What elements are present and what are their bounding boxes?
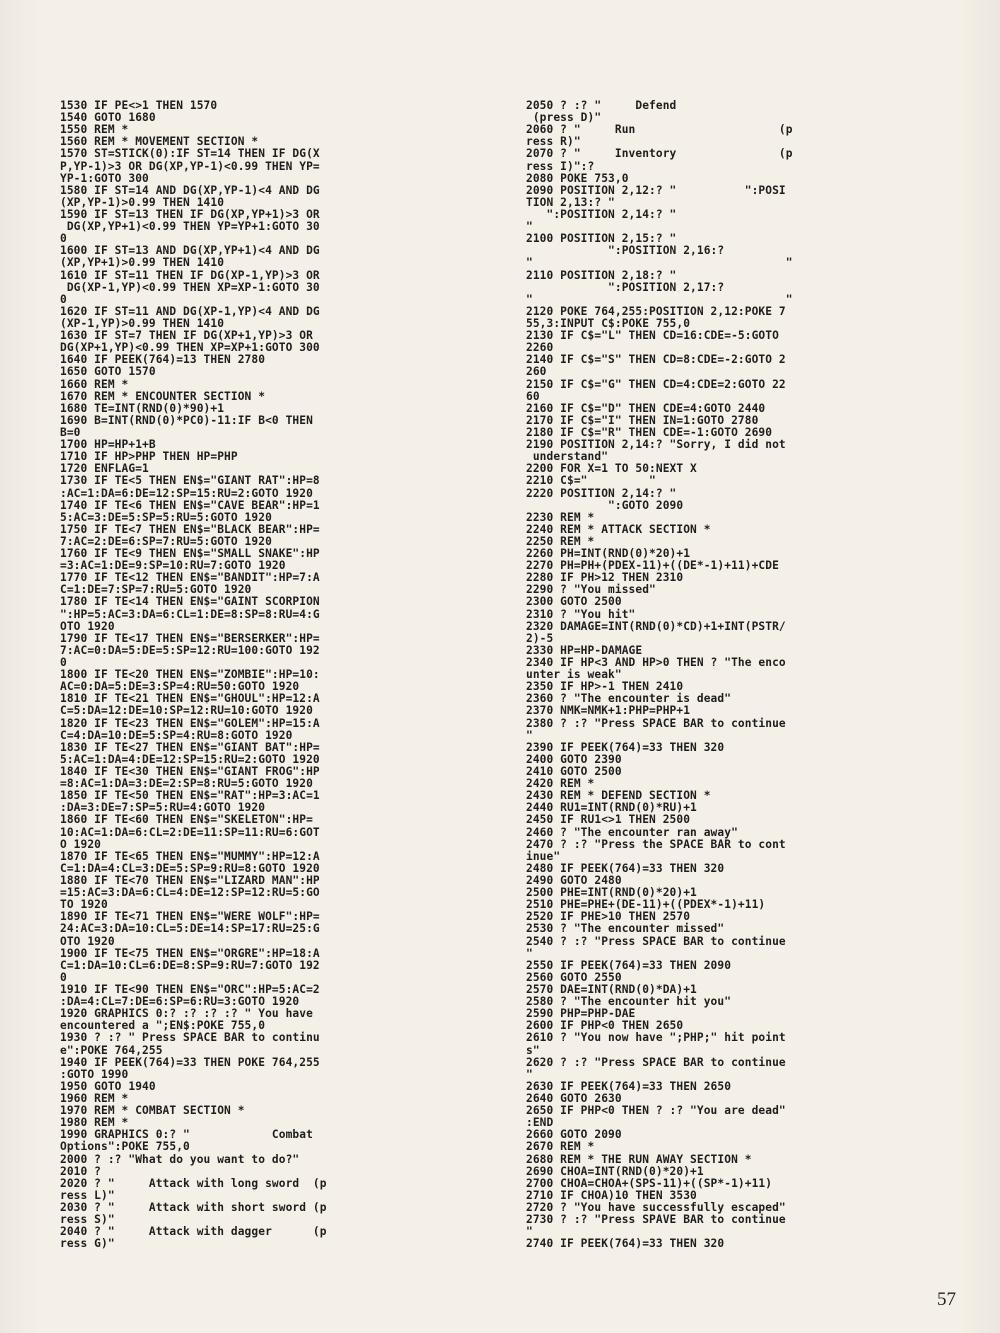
code-line: 1640 IF PEEK(764)=13 THEN 2780 xyxy=(60,353,266,367)
code-line: 24:AC=3:DA=10:CL=5:DE=14:SP=17:RU=25:G xyxy=(60,922,320,936)
code-line: C=4:DA=10:DE=5:SP=4:RU=8:GOTO 1920 xyxy=(60,728,293,742)
code-line: 1870 IF TE<65 THEN EN$="MUMMY":HP=12:A xyxy=(60,849,320,863)
code-line: 1850 IF TE<50 THEN EN$="RAT":HP=3:AC=1 xyxy=(60,789,320,803)
code-line: OTO 1920 xyxy=(60,934,115,948)
code-line: 2680 REM * THE RUN AWAY SECTION * xyxy=(526,1152,752,1166)
code-line: 2440 RU1=INT(RND(0)*RU)+1 xyxy=(526,801,697,815)
code-line: 2720 ? "You have successfully escaped" xyxy=(526,1200,786,1214)
code-line: 1620 IF ST=11 AND DG(XP-1,YP)<4 AND DG xyxy=(60,304,320,318)
code-line: 2450 IF RU1<>1 THEN 2500 xyxy=(526,813,691,827)
code-line: 1930 ? :? " Press SPACE BAR to continu xyxy=(60,1031,320,1045)
code-line: 5:AC=3:DE=5:SP=5:RU=5:GOTO 1920 xyxy=(60,510,272,524)
code-line: ":POSITION 2,16:? xyxy=(526,244,725,258)
code-line: 1550 REM * xyxy=(60,123,129,137)
code-line: 2220 POSITION 2,14:? " xyxy=(526,486,677,500)
code-line: 1980 REM * xyxy=(60,1116,129,1130)
code-line: 2690 CHOA=INT(RND(0)*20)+1 xyxy=(526,1164,704,1178)
code-line: 2550 IF PEEK(764)=33 THEN 2090 xyxy=(526,958,732,972)
code-line: 2650 IF PHP<0 THEN ? :? "You are dead" xyxy=(526,1104,786,1118)
code-line: understand" xyxy=(526,450,609,464)
code-line: 1800 IF TE<20 THEN EN$="ZOMBIE":HP=10: xyxy=(60,668,320,682)
code-line: 2260 xyxy=(526,341,554,355)
code-line: 2730 ? :? "Press SPAVE BAR to continue xyxy=(526,1213,786,1227)
code-line: unter is weak" xyxy=(526,668,622,682)
code-line: 2630 IF PEEK(764)=33 THEN 2650 xyxy=(526,1079,732,1093)
code-line: 2000 ? :? "What do you want to do?" xyxy=(60,1152,300,1166)
code-line: 2090 POSITION 2,12:? " ":POSI xyxy=(526,183,786,197)
code-line: 1560 REM * MOVEMENT SECTION * xyxy=(60,135,259,149)
code-line: 2700 CHOA=CHOA+(SPS-11)+((SP*-1)+11) xyxy=(526,1176,773,1190)
code-line: 2710 IF CHOA)10 THEN 3530 xyxy=(526,1188,697,1202)
code-line: 1570 ST=STICK(0):IF ST=14 THEN IF DG(X xyxy=(60,147,320,161)
code-line: C=1:DA=4:CL=3:DE=5:SP=9:RU=8:GOTO 1920 xyxy=(60,861,320,875)
code-line: 1600 IF ST=13 AND DG(XP,YP+1)<4 AND DG xyxy=(60,244,320,258)
code-line: 0 xyxy=(60,970,67,984)
code-line: 1790 IF TE<17 THEN EN$="BERSERKER":HP= xyxy=(60,631,320,645)
code-line: :GOTO 1990 xyxy=(60,1067,129,1081)
code-line: 2620 ? :? "Press SPACE BAR to continue xyxy=(526,1055,786,1069)
code-line: 2230 REM * xyxy=(526,510,595,524)
code-line: Options":POKE 755,0 xyxy=(60,1140,190,1154)
code-line: 2120 POKE 764,255:POSITION 2,12:POKE 7 xyxy=(526,304,786,318)
code-line: 2200 FOR X=1 TO 50:NEXT X xyxy=(526,462,697,476)
code-line: 2460 ? "The encounter ran away" xyxy=(526,825,738,839)
code-line: 2250 REM * xyxy=(526,534,595,548)
code-line: 2030 ? " Attack with short sword (p xyxy=(60,1200,327,1214)
code-line: 1710 IF HP>PHP THEN HP=PHP xyxy=(60,450,238,464)
code-line: 1840 IF TE<30 THEN EN$="GIANT FROG":HP xyxy=(60,765,320,779)
code-line: 2190 POSITION 2,14:? "Sorry, I did not xyxy=(526,438,786,452)
code-line: 2180 IF C$="R" THEN CDE=-1:GOTO 2690 xyxy=(526,425,773,439)
code-line: 2130 IF C$="L" THEN CD=16:CDE=-5:GOTO xyxy=(526,329,779,343)
code-line: 2610 ? "You now have ";PHP;" hit point xyxy=(526,1031,786,1045)
code-line: 2170 IF C$="I" THEN IN=1:GOTO 2780 xyxy=(526,413,759,427)
code-line: YP-1:GOTO 300 xyxy=(60,171,149,185)
code-line: 2510 PHE=PHE+(DE-11)+((PDEX*-1)+11) xyxy=(526,898,766,912)
code-line: O 1920 xyxy=(60,837,102,851)
code-line: 2080 POKE 753,0 xyxy=(526,171,629,185)
code-line: s" xyxy=(526,1043,540,1057)
code-line: inue" xyxy=(526,849,561,863)
code-line: 55,3:INPUT C$:POKE 755,0 xyxy=(526,316,691,330)
code-line: P,YP-1)>3 OR DG(XP,YP-1)<0.99 THEN YP= xyxy=(60,159,320,173)
code-line: 2300 GOTO 2500 xyxy=(526,595,622,609)
code-line: DG(XP+1,YP)<0.99 THEN XP=XP+1:GOTO 300 xyxy=(60,341,320,355)
code-line: OTO 1920 xyxy=(60,619,115,633)
code-line: 2590 PHP=PHP-DAE xyxy=(526,1007,636,1021)
code-line: 1820 IF TE<23 THEN EN$="GOLEM":HP=15:A xyxy=(60,716,320,730)
code-line: 0 xyxy=(60,292,67,306)
code-line: 2640 GOTO 2630 xyxy=(526,1091,622,1105)
code-line: 2260 PH=INT(RND(0)*20)+1 xyxy=(526,547,691,561)
code-line: ress I)":? xyxy=(526,159,595,173)
code-line: (XP-1,YP)>0.99 THEN 1410 xyxy=(60,316,225,330)
code-line: 2570 DAE=INT(RND(0)*DA)+1 xyxy=(526,982,697,996)
code-line: 2420 REM * xyxy=(526,777,595,791)
code-line: 2010 ? xyxy=(60,1164,102,1178)
code-line: 60 xyxy=(526,389,540,403)
code-line: 2600 IF PHP<0 THEN 2650 xyxy=(526,1019,684,1033)
code-line: ":GOTO 2090 xyxy=(526,498,684,512)
code-line: 1900 IF TE<75 THEN EN$="ORGRE":HP=18:A xyxy=(60,946,320,960)
code-line: 7:AC=2:DE=6:SP=7:RU=5:GOTO 1920 xyxy=(60,534,272,548)
code-line: 2310 ? "You hit" xyxy=(526,607,636,621)
code-line: 2150 IF C$="G" THEN CD=4:CDE=2:GOTO 22 xyxy=(526,377,786,391)
code-line: 2050 ? :? " Defend xyxy=(526,99,677,112)
code-line: 1630 IF ST=7 THEN IF DG(XP+1,YP)>3 OR xyxy=(60,329,313,343)
code-line: 2240 REM * ATTACK SECTION * xyxy=(526,522,711,536)
code-line: B=0 xyxy=(60,425,81,439)
code-line: 2410 GOTO 2500 xyxy=(526,765,622,779)
code-line: 2480 IF PEEK(764)=33 THEN 320 xyxy=(526,861,725,875)
code-line: 1660 REM * xyxy=(60,377,129,391)
code-line: " xyxy=(526,220,533,234)
code-line: 1590 IF ST=13 THEN IF DG(XP,YP+1)>3 OR xyxy=(60,207,320,221)
code-line: 0 xyxy=(60,232,67,246)
code-line: 1610 IF ST=11 THEN IF DG(XP-1,YP)>3 OR xyxy=(60,268,320,282)
code-line: " xyxy=(526,1067,533,1081)
code-line: 1890 IF TE<71 THEN EN$="WERE WOLF":HP= xyxy=(60,910,320,924)
code-line: " xyxy=(526,728,533,742)
code-line: 2160 IF C$="D" THEN CDE=4:GOTO 2440 xyxy=(526,401,766,415)
code-line: 1770 IF TE<12 THEN EN$="BANDIT":HP=7:A xyxy=(60,571,320,585)
code-column-left xyxy=(60,100,464,1250)
code-line: ress L)" xyxy=(60,1188,115,1202)
code-line: 1910 IF TE<90 THEN EN$="ORC":HP=5:AC=2 xyxy=(60,982,320,996)
code-line: " xyxy=(526,946,533,960)
code-line: " " xyxy=(526,292,793,306)
code-line: 1780 IF TE<14 THEN EN$="GAINT SCORPION xyxy=(60,595,320,609)
code-line: 1720 ENFLAG=1 xyxy=(60,462,149,476)
code-line: 2540 ? :? "Press SPACE BAR to continue xyxy=(526,934,786,948)
code-line: :DA=3:DE=7:SP=5:RU=4:GOTO 1920 xyxy=(60,801,266,815)
code-line: 2660 GOTO 2090 xyxy=(526,1128,622,1142)
code-line: C=1:DE=7:SP=7:RU=5:GOTO 1920 xyxy=(60,583,252,597)
code-line: 2140 IF C$="S" THEN CD=8:CDE=-2:GOTO 2 xyxy=(526,353,786,367)
code-line: =8:AC=1:DA=3:DE=2:SP=8:RU=5:GOTO 1920 xyxy=(60,777,313,791)
code-line: ress R)" xyxy=(526,135,581,149)
code-line: :DA=4:CL=7:DE=6:SP=6:RU=3:GOTO 1920 xyxy=(60,995,300,1009)
code-line: 2100 POSITION 2,15:? " xyxy=(526,232,677,246)
code-line: :END xyxy=(526,1116,554,1130)
code-line: 2470 ? :? "Press the SPACE BAR to cont xyxy=(526,837,786,851)
code-line: 1670 REM * ENCOUNTER SECTION * xyxy=(60,389,266,403)
code-line: (press D)" xyxy=(526,111,602,125)
code-line: 2520 IF PHE>10 THEN 2570 xyxy=(526,910,691,924)
code-line: 1860 IF TE<60 THEN EN$="SKELETON":HP= xyxy=(60,813,313,827)
code-line: 1940 IF PEEK(764)=33 THEN POKE 764,255 xyxy=(60,1055,320,1069)
code-line: 2110 POSITION 2,18:? " xyxy=(526,268,677,282)
code-line: 2370 NMK=NMK+1:PHP=PHP+1 xyxy=(526,704,691,718)
code-line: TION 2,13:? " xyxy=(526,195,615,209)
code-line: 2400 GOTO 2390 xyxy=(526,752,622,766)
code-line: 2740 IF PEEK(764)=33 THEN 320 xyxy=(526,1237,725,1251)
code-line: 2350 IF HP>-1 THEN 2410 xyxy=(526,680,684,694)
code-line: DG(XP,YP+1)<0.99 THEN YP=YP+1:GOTO 30 xyxy=(60,220,320,234)
code-line: 2210 C$=" " xyxy=(526,474,656,488)
code-line: 5:AC=1:DA=4:DE=12:SP=15:RU=2:GOTO 1920 xyxy=(60,752,320,766)
code-line: 2560 GOTO 2550 xyxy=(526,970,622,984)
code-line: 2500 PHE=INT(RND(0)*20)+1 xyxy=(526,886,697,900)
code-line: (XP,YP+1)>0.99 THEN 1410 xyxy=(60,256,225,270)
code-line: 2280 IF PH>12 THEN 2310 xyxy=(526,571,684,585)
page-number: 57 xyxy=(937,1289,956,1310)
code-line: 1690 B=INT(RND(0)*PC0)-11:IF B<0 THEN xyxy=(60,413,313,427)
code-line: 2060 ? " Run (p xyxy=(526,123,793,137)
code-column-right xyxy=(526,100,930,1250)
code-line: 1750 IF TE<7 THEN EN$="BLACK BEAR":HP= xyxy=(60,522,320,536)
code-line: 260 xyxy=(526,365,547,379)
code-line: 2330 HP=HP-DAMAGE xyxy=(526,643,643,657)
code-line: 7:AC=0:DA=5:DE=5:SP=12:RU=100:GOTO 192 xyxy=(60,643,320,657)
code-line: 1740 IF TE<6 THEN EN$="CAVE BEAR":HP=1 xyxy=(60,498,320,512)
code-line: 10:AC=1:DA=6:CL=2:DE=11:SP=11:RU=6:GOT xyxy=(60,825,320,839)
code-line: :AC=1:DA=6:DE=12:SP=15:RU=2:GOTO 1920 xyxy=(60,486,313,500)
code-line: 1830 IF TE<27 THEN EN$="GIANT BAT":HP= xyxy=(60,740,320,754)
code-line: 1540 GOTO 1680 xyxy=(60,111,156,125)
code-line: 0 xyxy=(60,656,67,670)
code-line: 2670 REM * xyxy=(526,1140,595,1154)
code-line: e":POKE 764,255 xyxy=(60,1043,163,1057)
code-line: C=1:DA=10:CL=6:DE=8:SP=9:RU=7:GOTO 192 xyxy=(60,958,320,972)
code-line: 2340 IF HP<3 AND HP>0 THEN ? "The enco xyxy=(526,656,786,670)
code-line: 2040 ? " Attack with dagger (p xyxy=(60,1225,327,1239)
code-line: 2070 ? " Inventory (p xyxy=(526,147,793,161)
code-line: 1730 IF TE<5 THEN EN$="GIANT RAT":HP=8 xyxy=(60,474,320,488)
code-line: TO 1920 xyxy=(60,898,108,912)
code-line: 1760 IF TE<9 THEN EN$="SMALL SNAKE":HP xyxy=(60,547,320,561)
code-line: 2390 IF PEEK(764)=33 THEN 320 xyxy=(526,740,725,754)
code-line: 2380 ? :? "Press SPACE BAR to continue xyxy=(526,716,786,730)
code-line: AC=0:DA=5:DE=3:SP=4:RU=50:GOTO 1920 xyxy=(60,680,300,694)
code-line: ":POSITION 2,17:? xyxy=(526,280,725,294)
code-line: 1530 IF PE<>1 THEN 1570 xyxy=(60,99,218,112)
code-line: DG(XP-1,YP)<0.99 THEN XP=XP-1:GOTO 30 xyxy=(60,280,320,294)
code-line: 1950 GOTO 1940 xyxy=(60,1079,156,1093)
code-line: 2290 ? "You missed" xyxy=(526,583,656,597)
code-line: 2430 REM * DEFEND SECTION * xyxy=(526,789,711,803)
code-line: 1700 HP=HP+1+B xyxy=(60,438,156,452)
code-line: 1580 IF ST=14 AND DG(XP,YP-1)<4 AND DG xyxy=(60,183,320,197)
code-line: " " xyxy=(526,256,793,270)
code-line: C=5:DA=12:DE=10:SP=12:RU=10:GOTO 1920 xyxy=(60,704,313,718)
code-line: ress S)" xyxy=(60,1213,115,1227)
code-line: 1960 REM * xyxy=(60,1091,129,1105)
code-line: encountered a ";EN$:POKE 755,0 xyxy=(60,1019,266,1033)
code-line: 2320 DAMAGE=INT(RND(0)*CD)+1+INT(PSTR/ xyxy=(526,619,786,633)
code-line: 1880 IF TE<70 THEN EN$="LIZARD MAN":HP xyxy=(60,874,320,887)
code-line: ":HP=5:AC=3:DA=6:CL=1:DE=8:SP=8:RU=4:G xyxy=(60,607,320,621)
code-line: 2270 PH=PH+(PDEX-11)+((DE*-1)+11)+CDE xyxy=(526,559,779,573)
code-line: 1920 GRAPHICS 0:? :? :? :? " You have xyxy=(60,1007,313,1021)
code-line: 2530 ? "The encounter missed" xyxy=(526,922,725,936)
code-line: 2360 ? "The encounter is dead" xyxy=(526,692,732,706)
code-line: 2)-5 xyxy=(526,631,554,645)
code-line: =3:AC=1:DE=9:SP=10:RU=7:GOTO 1920 xyxy=(60,559,286,573)
code-line: 2020 ? " Attack with long sword (p xyxy=(60,1176,327,1190)
code-line: (XP,YP-1)>0.99 THEN 1410 xyxy=(60,195,225,209)
code-line: 1990 GRAPHICS 0:? " Combat xyxy=(60,1128,313,1142)
code-line: 1810 IF TE<21 THEN EN$="GHOUL":HP=12:A xyxy=(60,692,320,706)
code-line: 2490 GOTO 2480 xyxy=(526,874,622,887)
code-line: 1650 GOTO 1570 xyxy=(60,365,156,379)
code-line: 2580 ? "The encounter hit you" xyxy=(526,995,732,1009)
code-line: =15:AC=3:DA=6:CL=4:DE=12:SP=12:RU=5:GO xyxy=(60,886,320,900)
code-line: ":POSITION 2,14:? " xyxy=(526,207,677,221)
code-line: 1680 TE=INT(RND(0)*90)+1 xyxy=(60,401,225,415)
code-line: " xyxy=(526,1225,533,1239)
code-line: ress G)" xyxy=(60,1237,115,1251)
code-line: 1970 REM * COMBAT SECTION * xyxy=(60,1104,245,1118)
